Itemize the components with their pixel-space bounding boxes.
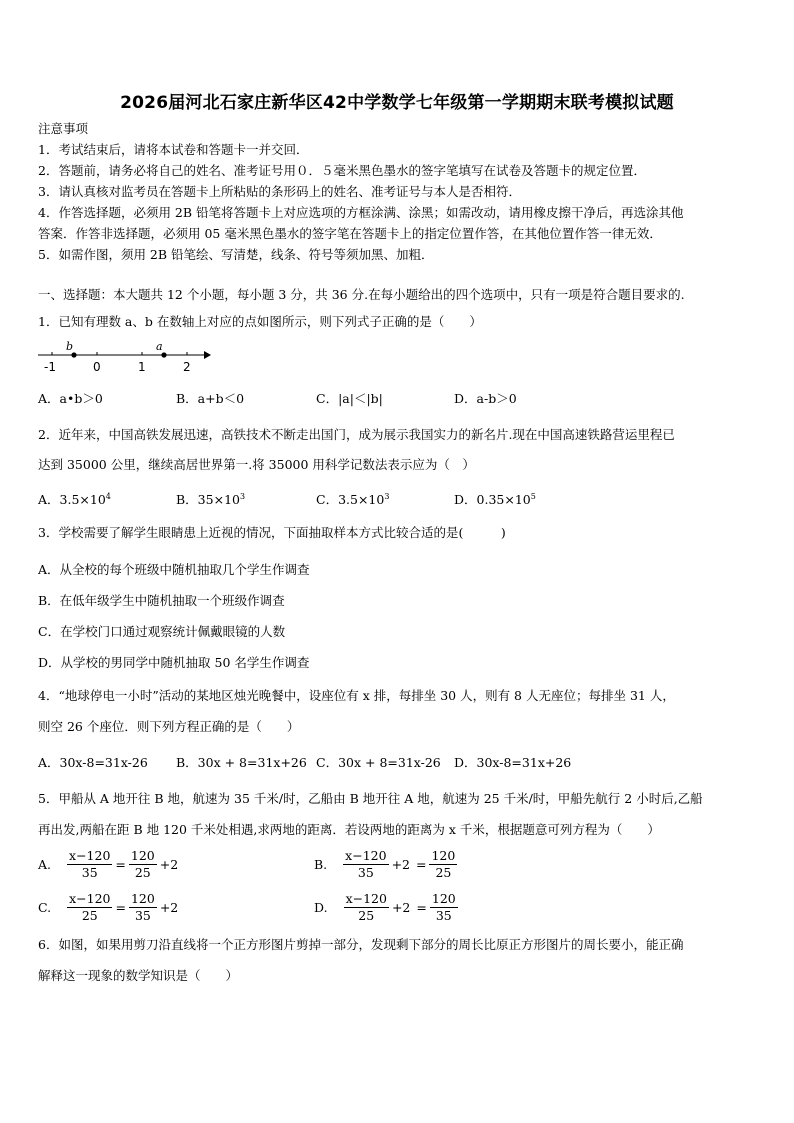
question-4-stem: 则空 26 个座位．则下列方程正确的是（ ） <box>38 719 300 734</box>
option-b: B．30x + 8=31x+26 <box>176 755 307 770</box>
question-4-stem: 4．“地球停电一小时”活动的某地区烛光晚餐中，设座位有 x 排，每排坐 30 人，则有 8 人无座位；每排坐 31 人， <box>38 688 675 703</box>
question-3-stem: 3．学校需要了解学生眼睛患上近视的情况，下面抽取样本方式比较合适的是( ) <box>38 525 506 540</box>
option-b: B. $\frac{x-120}{35}$ +2 = $\frac{120}{25}$ <box>314 848 456 880</box>
point-b <box>71 352 76 357</box>
option-d: D．从学校的男同学中随机抽取 50 名学生作调查 <box>38 655 310 670</box>
option-d: D．a-b＞0 <box>454 391 517 406</box>
option-c: C．在学校门口通过观察统计佩戴眼镜的人数 <box>38 624 286 639</box>
notice-heading: 注意事项 <box>38 121 89 136</box>
option-d: D．$0.35\times 10^5$ <box>454 492 536 508</box>
question-2-stem: 达到 35000 公里，继续高居世界第一.将 35000 用科学记数法表示应为（ ） <box>38 457 475 472</box>
arrow-head-icon <box>204 351 211 359</box>
fraction: $\frac{120}{25}$ <box>431 848 456 880</box>
fraction: $\frac{x-120}{25}$ <box>345 891 387 923</box>
tick-label: 0 <box>93 360 101 374</box>
option-d: D．30x-8=31x+26 <box>454 755 572 770</box>
exam-title: 2026届河北石家庄新华区42中学数学七年级第一学期期末联考模拟试题 <box>120 93 674 113</box>
question-6-stem: 解释这一现象的数学知识是（ ） <box>38 968 239 983</box>
option-c: C．30x + 8=31x-26 <box>316 755 441 770</box>
question-1-stem: 1．已知有理数 a、b 在数轴上对应的点如图所示，则下列式子正确的是（ ） <box>38 314 482 329</box>
notice-item: 2．答题前，请务必将自己的姓名、准考证号用０．５毫米黑色墨水的签字笔填写在试卷及答题卡的规定位置． <box>38 163 646 178</box>
option-b: B．a+b＜0 <box>176 391 245 406</box>
point-a-label: a <box>156 340 163 353</box>
notice-item: 1．考试结束后，请将本试卷和答题卡一并交回． <box>38 142 309 157</box>
tick-label: 1 <box>138 360 146 374</box>
option-a: A．a•b＞0 <box>38 391 103 406</box>
question-6-stem: 6．如图，如果用剪刀沿直线将一个正方形图片剪掉一部分，发现剩下部分的周长比原正方形图片的周长要小，能正确 <box>38 937 684 952</box>
fraction: $\frac{x-120}{35}$ <box>69 848 111 880</box>
notice-item: 答案．作答非选择题，必须用 05 毫米黑色墨水的签字笔在答题卡上的指定位置作答，在其他位置作答一律无效． <box>38 226 662 241</box>
tick-label: 2 <box>183 360 191 374</box>
option-c: C. $\frac{x-120}{25}$ = $\frac{120}{35}$ +2 <box>38 891 179 923</box>
option-a: A．$3.5\times 10^4$ <box>38 492 111 508</box>
fraction: $\frac{x-120}{35}$ <box>345 848 387 880</box>
option-a: A. $\frac{x-120}{35}$ = $\frac{120}{25}$ +2 <box>38 848 179 880</box>
option-c: C．$3.5\times 10^3$ <box>316 492 390 508</box>
option-b: B．$35\times 10^3$ <box>176 492 246 508</box>
option-a: A．30x-8=31x-26 <box>38 755 148 770</box>
number-line-figure <box>36 338 216 378</box>
point-a <box>161 352 166 357</box>
question-5-stem: 再出发,两船在距 B 地 120 千米处相遇,求两地的距离．若设两地的距离为 x 千米，根据题意可列方程为（ ） <box>38 822 660 837</box>
fraction: $\frac{x-120}{25}$ <box>69 891 111 923</box>
fraction: $\frac{120}{35}$ <box>431 891 456 923</box>
notice-item: 4．作答选择题，必须用 2B 铅笔将答题卡上对应选项的方框涂满、涂黑；如需改动，请用橡皮擦干净后，再选涂其他 <box>38 205 684 220</box>
tick-label: -1 <box>44 360 56 374</box>
point-b-label: b <box>66 340 74 353</box>
option-b: B．在低年级学生中随机抽取一个班级作调查 <box>38 593 285 608</box>
option-a: A．从全校的每个班级中随机抽取几个学生作调查 <box>38 562 310 577</box>
option-d: D. $\frac{x-120}{25}$ +2 = $\frac{120}{35}$ <box>314 891 456 923</box>
fraction: $\frac{120}{35}$ <box>130 891 155 923</box>
notice-item: 5．如需作图，须用 2B 铅笔绘、写清楚，线条、符号等须加黑、加粗． <box>38 247 434 262</box>
notice-item: 3．请认真核对监考员在答题卡上所粘贴的条形码上的姓名、准考证号与本人是否相符． <box>38 184 521 199</box>
question-5-stem: 5．甲船从 A 地开往 B 地，航速为 35 千米/时，乙船由 B 地开往 A 地，航速为 25 千米/时，甲船先航行 2 小时后,乙船 <box>38 791 703 806</box>
fraction: $\frac{120}{25}$ <box>130 848 155 880</box>
option-c: C．|a|＜|b| <box>316 391 383 406</box>
question-2-stem: 2．近年来，中国高铁发展迅速，高铁技术不断走出国门，成为展示我国实力的新名片.现在中国高速铁路营运里程已 <box>38 427 675 442</box>
section-heading: 一、选择题：本大题共 12 个小题，每小题 3 分，共 36 分.在每小题给出的四个选项中，只有一项是符合题目要求的. <box>38 287 685 302</box>
